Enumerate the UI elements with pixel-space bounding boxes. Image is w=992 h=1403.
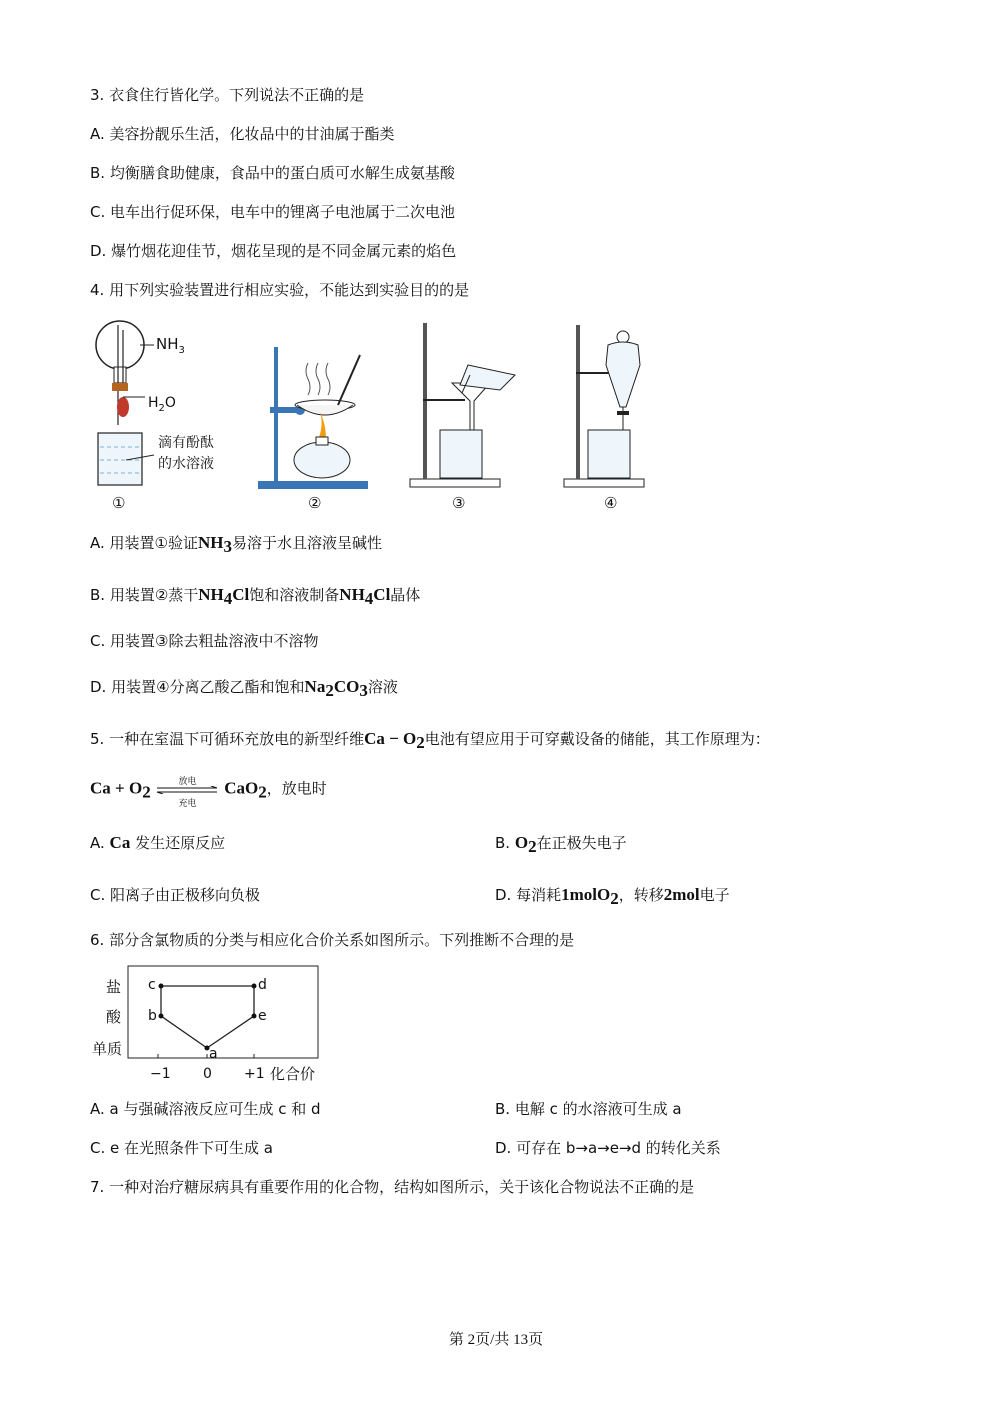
q6-option-d: D. 可存在 b→a→e→d 的转化关系 — [495, 1139, 721, 1157]
label-c: c — [148, 977, 156, 993]
y-label-salt: 盐 — [106, 978, 122, 996]
label-d: d — [258, 977, 267, 993]
q3-option-d: D. 爆竹烟花迎佳节，烟花呈现的是不同金属元素的焰色 — [90, 242, 457, 260]
q3-option-c: C. 电车出行促环保，电车中的锂离子电池属于二次电池 — [90, 203, 456, 221]
x-tick-0: 0 — [203, 1066, 212, 1082]
q4-option-c: C. 用装置③除去粗盐溶液中不溶物 — [90, 632, 319, 650]
label-e: e — [258, 1008, 267, 1024]
x-tick-neg1: −1 — [150, 1066, 171, 1082]
q3-option-b: B. 均衡膳食助健康，食品中的蛋白质可水解生成氨基酸 — [90, 164, 455, 182]
x-axis-title: 化合价 — [270, 1065, 316, 1083]
nh3-label: NH — [156, 335, 179, 353]
label-3: ③ — [452, 494, 466, 512]
q4-option-d: D. 用装置④分离乙酸乙酯和饱和$Na_2CO_3$溶液 — [90, 677, 398, 700]
svg-text:NH3: $NH_3$ — [156, 335, 185, 356]
label-a: a — [209, 1046, 218, 1062]
q5-option-d: D. 每消耗1molO$_2$，转移2mol电子 — [495, 885, 730, 908]
y-label-acid: 酸 — [106, 1008, 122, 1026]
q5-option-a: A. Ca 发生还原反应 — [90, 833, 226, 852]
apparatus-3 — [410, 323, 515, 512]
page-footer: 第 2页/共 13页 — [448, 1332, 544, 1348]
q6-stem: 6. 部分含氯物质的分类与相应化合价关系如图所示。下列推断不合理的是 — [90, 931, 575, 949]
q6-valence-figure — [90, 962, 330, 1090]
label-1: ① — [112, 494, 126, 512]
point-c — [159, 984, 164, 989]
label-2: ② — [308, 494, 322, 512]
apparatus-2 — [258, 347, 368, 512]
q5-stem: 5. 一种在室温下可循环充放电的新型纤维$Ca - O_2$电池有望应用于可穿戴设备的储能，其工作原理为： — [90, 729, 770, 752]
q5-option-c: C. 阳离子由正极移向负极 — [90, 886, 261, 904]
q6-option-c: C. e 在光照条件下可生成 a — [90, 1139, 273, 1157]
q3-stem: 3. 衣食住行皆化学。下列说法不正确的是 — [90, 86, 365, 104]
q4-stem: 4. 用下列实验装置进行相应实验，不能达到实验目的的是 — [90, 281, 470, 299]
q7-stem: 7. 一种对治疗糖尿病具有重要作用的化合物，结构如图所示，关于该化合物说法不正确的是 — [90, 1178, 695, 1196]
apparatus-1 — [96, 321, 214, 512]
q4-option-a: A. 用装置①验证$NH_3$易溶于水且溶液呈碱性 — [90, 533, 382, 556]
h2o-label: H — [148, 395, 159, 411]
reversible-arrow: 放电 充电 — [155, 774, 219, 804]
point-d — [252, 984, 257, 989]
q6-option-a: A. a 与强碱溶液反应可生成 c 和 d — [90, 1100, 321, 1118]
point-e — [252, 1014, 257, 1019]
apparatus-4 — [564, 325, 644, 512]
q3-option-a: A. 美容扮靓乐生活，化妆品中的甘油属于酯类 — [90, 125, 395, 143]
q4-apparatus-figure — [90, 315, 650, 519]
svg-text:H2O: $H_2O$ — [148, 395, 176, 414]
q5-equation: $Ca + O_2$ 放电 充电 CaO$_2$，放电时 — [90, 774, 327, 814]
x-tick-pos1: +1 — [244, 1066, 265, 1082]
label-b: b — [148, 1008, 157, 1024]
solution-label-1: 滴有酚酞 — [158, 435, 214, 451]
point-b — [159, 1014, 164, 1019]
q5-option-b: B. $O_2$在正极失电子 — [495, 833, 627, 856]
solution-label-2: 的水溶液 — [158, 456, 214, 472]
label-4: ④ — [604, 494, 618, 512]
y-label-element: 单质 — [92, 1040, 123, 1058]
q6-option-b: B. 电解 c 的水溶液可生成 a — [495, 1100, 682, 1118]
q4-option-b: B. 用装置②蒸干$NH_4Cl$饱和溶液制备$NH_4Cl$晶体 — [90, 585, 421, 608]
